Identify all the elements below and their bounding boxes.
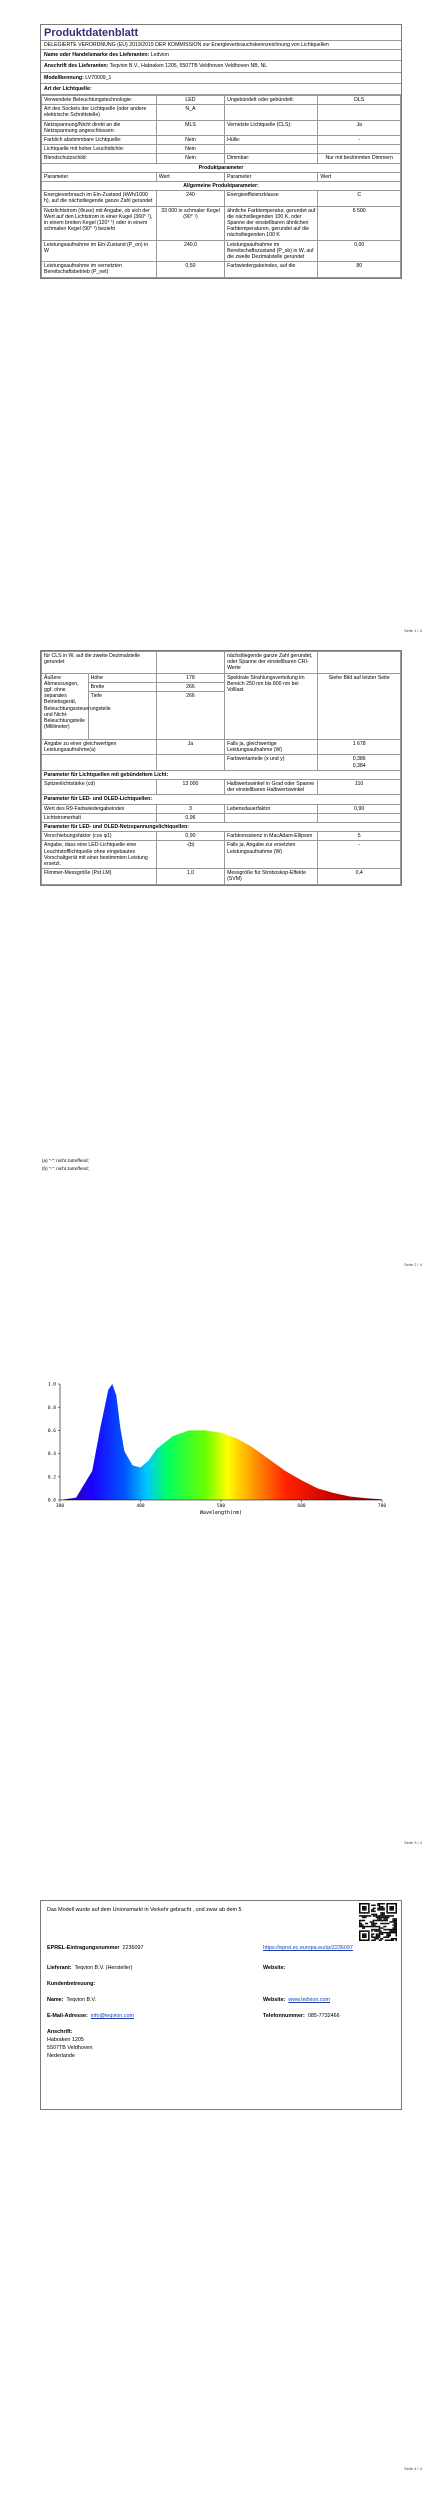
table-row: Blendschutzschild: Nein Dimmbar: Nur mit bestimmten Dimmern [42, 154, 401, 163]
table-row: Energieverbrauch im Ein-Zustand (kWh/1000 h), auf die nächstliegende ganze Zahl gerundet 240 Energieeffizienzklasse C [42, 191, 401, 206]
intro-text: Das Modell wurde auf dem Unionsmarkt in Verkehr gebracht , und zwar ab dem 5 [47, 1907, 242, 1913]
address-line: Habraken 1205 [47, 2037, 84, 2043]
general-header: Allgemeine Produktparameter: [42, 182, 401, 191]
column-headers: Parameter Wert Parameter Wert [42, 172, 401, 181]
table-row: Verwendete Beleuchtungstechnologie: LED Ungebündelt oder gebündelt: DLS [42, 96, 401, 105]
y-tick-label: 0.6 [47, 1429, 56, 1434]
table-row: Lichtquelle mit hoher Leuchtdichte: Nein [42, 145, 401, 154]
eprel-link[interactable]: https://eprel.ec.europa.eu/qr/2236097 [263, 1945, 353, 1951]
y-tick-label: 1.0 [47, 1382, 56, 1388]
page-footer: Seite 2 / 4 [403, 1262, 422, 1267]
table-row: Leistungsaufnahme im vernetzten Bereitschaftsbetrieb (P_net) 0,50 Farbwiedergabeindex, auf die 80 [42, 262, 401, 277]
table-row: Lichtstromerhalt 0,96 [42, 813, 401, 822]
y-tick-label: 0.4 [47, 1452, 56, 1458]
name-row: Name: Teqvion B.V. [47, 1997, 97, 2003]
table-row: für CLS in W, auf die zweite Dezimalstelle gerundet nächstliegende ganze Zahl gerundet, oder Spanne der einstellbaren CRI-Werte [42, 652, 401, 674]
supplier-row: Lieferant: Teqvion B.V. (Hersteller) [47, 1965, 133, 1971]
page-2 [0, 650, 442, 1290]
phone-row: Telefonnummer: 085-7732466 [263, 2013, 340, 2019]
spectrum-area [60, 1384, 382, 1500]
x-tick-label: 780 [377, 1504, 387, 1509]
footnote-a: (a) "-": nicht zutreffend; [42, 1158, 89, 1163]
mains-header: Parameter für LED- und OLED-Netzspannungslichtquellen: [42, 823, 401, 832]
dls-header: Parameter für Lichtquellen mit gebündeltem Licht: [42, 770, 401, 779]
table-row: Farbwertanteile (x und y) 0,386 0,384 [42, 755, 401, 770]
y-tick-label: 0.2 [47, 1475, 56, 1481]
table-row: Wert des R9-Farbwiedergabeindex 3 Lebensdauerfaktor 0,90 [42, 804, 401, 813]
table-row: Angabe zu einer gleichwertigen Leistungsaufnahme(a) Ja Falls ja, gleichwertige Leistungsaufnahme (W) 1 678 [42, 740, 401, 755]
x-tick-label: 480 [136, 1504, 145, 1509]
table-row: Art des Sockels der Lichtquelle (oder andere elektrische Schnittstelle) N_A [42, 105, 401, 120]
dims-row: Äußere Abmessungen, ggf. ohne separates Betriebsgerät, Beleuchtungssteuerungsteile und Nicht-Beleuchtungsteile (Millimeter) Höhe 178 Spektrale Strahlungsverteilung im Bereich 250 nm bis 800 nm bei Volllast Siehe Bild auf letzter Seite [42, 673, 401, 682]
led-header: Parameter für LED- und OLED-Lichtquellen: [42, 795, 401, 804]
website-label: Website: [263, 1965, 286, 1971]
table-row: Netzspannung/Nicht direkt an die Netzspannung angeschlossen: MLS Vernetzte Lichtquelle (CLS): Ja [42, 120, 401, 135]
spectrum-chart [40, 1372, 402, 1522]
address-line: 5507TB Veldhoven [47, 2045, 93, 2051]
table-row: Nutzlichtstrom (Φuse) mit Angabe, ob sich der Wert auf den Lichtstrom in einer Kugel (360° ¹), in einem breiten Kegel (120° ¹) oder in einem schmalen Kegel (90° ¹) bezieht 33 000 in schmaler Kegel (90° ¹) ähnliche Farbtemperatur, gerundet auf die nächstliegenden 100 K, oder Spanne der einstellbaren ähnlichen Farbtemperaturen, gerundet auf die nächstliegenden 100 K 6 500 [42, 206, 401, 240]
table-row: Verschiebungsfaktor (cos φ1) 0,90 Farbkonsistenz in MacAdam-Ellipsen 5 [42, 832, 401, 841]
support-label: Kundenbetreuung: [47, 1981, 96, 1987]
table-row: Farblich abstimmbare Lichtquelle: Nein Hülle: - [42, 136, 401, 145]
page-1 [0, 0, 442, 640]
datasheet-frame-2 [40, 650, 402, 886]
table-row: Spitzenlichtstärke (cd) 13 000 Halbwertswinkel in Grad oder Spanne der einstellbaren Halbwertswinkel 110 [42, 780, 401, 795]
qr-code-icon[interactable] [359, 1903, 397, 1941]
page-footer: Seite 3 / 4 [403, 1840, 422, 1845]
page-title: Produktdatenblatt [41, 25, 401, 41]
dims-row: Tiefe 266 [42, 692, 401, 740]
email-row: E-Mail-Adresse: info@teqvion.com [47, 2013, 134, 2019]
footnote-b: (b) "-": nicht zutreffend; [42, 1166, 89, 1171]
model-row: Modellkennung: LV70009_1 [41, 73, 401, 84]
address-line: Nederlande [47, 2053, 75, 2059]
x-axis-label: Wavelength(nm) [199, 1510, 243, 1516]
eprel-number-row: EPREL-Eintragungsnummer 2236097 [47, 1945, 144, 1951]
x-tick-label: 380 [55, 1504, 65, 1509]
table-row: Leistungsaufnahme im Ein-Zustand (P_on) in W 240,0 Leistungsaufnahme im Bereitschaftszustand (P_sb) in W, auf die zweite Dezimalstelle gerundet 0,00 [42, 240, 401, 262]
type-header: Art der Lichtquelle: [41, 84, 401, 95]
type-table [41, 95, 401, 278]
address-label: Anschrift: [47, 2029, 73, 2035]
x-tick-label: 680 [297, 1504, 306, 1509]
regulation-text: DELEGIERTE VERORDNUNG (EU) 2019/2015 DER KOMMISSION zur Energieverbrauchskennzeichnung von Lichtquellen [41, 41, 401, 50]
x-tick-label: 580 [216, 1504, 226, 1509]
params-table-continued [41, 651, 401, 885]
y-tick-label: 0.8 [47, 1405, 56, 1411]
page-footer: Seite 4 / 4 [403, 2466, 422, 2471]
website-row: Website: www.ledvion.com [263, 1997, 331, 2003]
table-row: Angabe, dass eine LED-Lichtquelle eine Leuchtstofflichtquelle ohne eingebautes Vorschaltgerät mit einer bestimmten Leistung ersetzt. -(b) Falls ja, Angabe zur ersetzten Leistungsaufnahme (W) - [42, 841, 401, 869]
params-header: Produktparameter [42, 163, 401, 172]
dims-row: Breite 266 [42, 682, 401, 691]
supplier-name-row: Name oder Handelsmarke des Lieferanten: Ledvion [41, 50, 401, 61]
email-link[interactable]: info@teqvion.com [90, 2013, 134, 2019]
supplier-address-row: Anschrift des Lieferanten: Teqvion B.V., Habraken 1205, 5507TB Veldhoven Veldhoven NB, NL [41, 61, 401, 72]
datasheet-frame-1 [40, 24, 402, 279]
eprel-box [40, 1900, 402, 2110]
table-row: Flimmer-Messgröße (Pst LM) 1,0 Messgröße für Stroboskop-Effekte (SVM) 0,4 [42, 869, 401, 884]
website-link[interactable]: www.ledvion.com [288, 1997, 331, 2003]
page-footer: Seite 1 / 4 [403, 628, 422, 633]
y-tick-label: 0.0 [47, 1498, 56, 1504]
